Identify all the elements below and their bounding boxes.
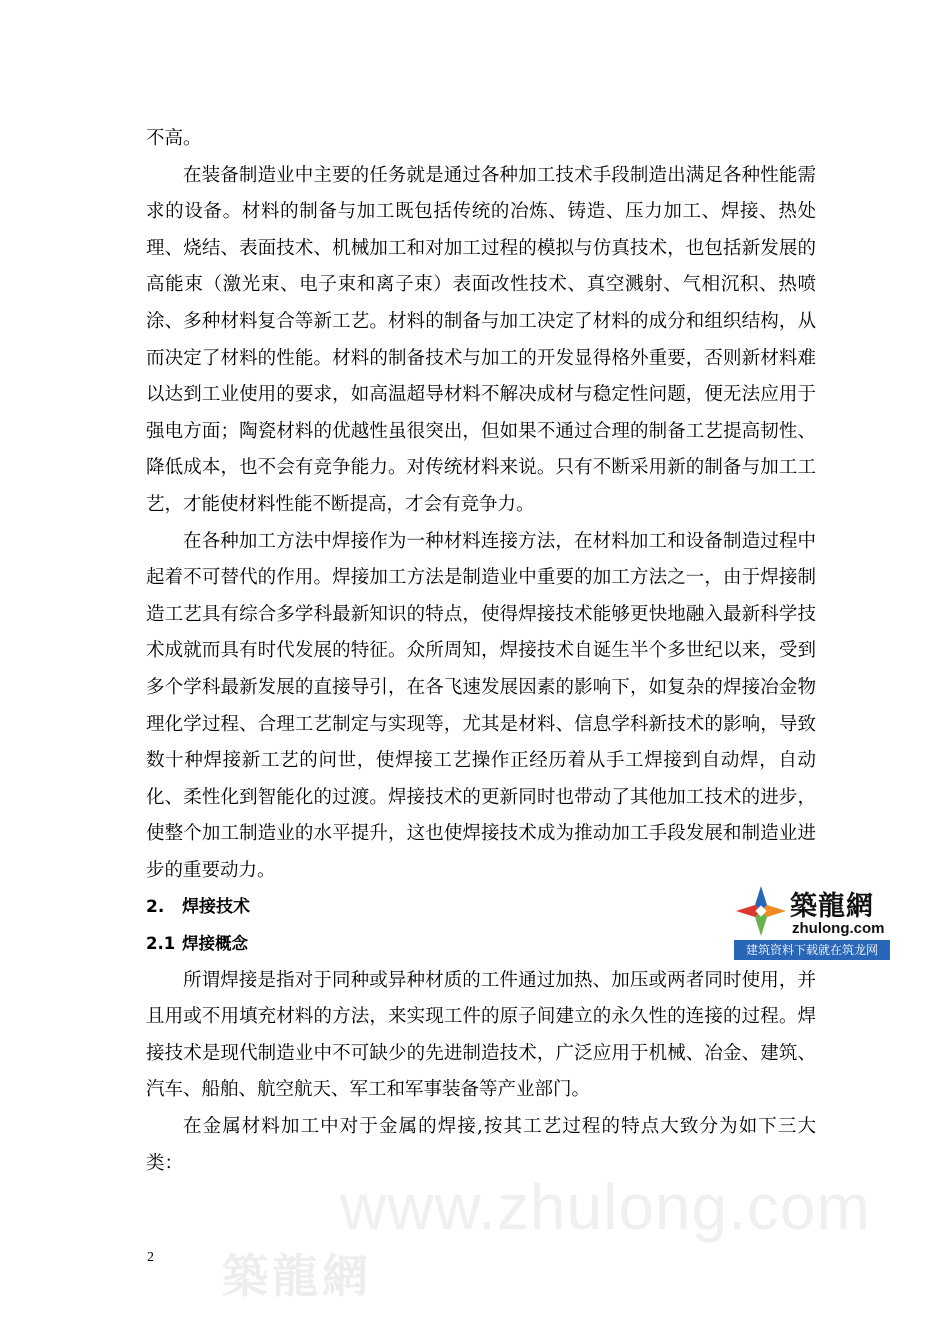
page-number: 2 (147, 1250, 154, 1265)
subsection-heading (146, 926, 816, 963)
section-number: 2. (146, 897, 165, 918)
watermark-url: www.zhulong.com (340, 1171, 871, 1243)
paragraph-2: 在各种加工方法中焊接作为一种材料连接方法，在材料加工和设备制造过程中起着不可替代的作用。焊接加工方法是制造业中重要的加工方法之一，由于焊接制造工艺具有综合多学科最新知识的特点，使得焊接技术能够更快地融入最新科学技术成就而具有时代发展的特征。众所周知，焊接技术自诞生半个多世纪以来，受到多个学科最新发展的直接导引，在各飞速发展因素的影响下，如复杂的焊接冶金物理化学过程、合理工艺制定与实现等，尤其是材料、信息学科新技术的影响，导致数十种焊接新工艺的问世，使焊接工艺操作正经历着从手工焊接到自动焊，自动化、柔性化到智能化的过渡。焊接技术的更新同时也带动了其他加工技术的进步，使整个加工制造业的水平提升，这也使焊接技术成为推动加工手段发展和制造业进步的重要动力。 (146, 530, 816, 881)
paragraph-0: 不高。 (146, 128, 202, 149)
paragraph-3: 所谓焊接是指对于同种或异种材质的工件通过加热、加压或两者同时使用，并且用或不用填充材料的方法，来实现工件的原子间建立的永久性的连接的过程。焊接技术是现代制造业中不可缺少的先进制造技术，广泛应用于机械、冶金、建筑、汽车、船舶、航空航天、军工和军事装备等产业部门。 (146, 969, 816, 1101)
zhulong-logo-icon (734, 884, 788, 938)
logo-name: 築龍網 (790, 891, 874, 922)
watermark-name: 築龍網 (222, 1249, 372, 1303)
paragraph-4: 在金属材料加工中对于金属的焊接,按其工艺过程的特点大致分为如下三大类： (146, 1116, 816, 1174)
section-title: 焊接技术 (182, 897, 250, 918)
zhulong-logo (732, 880, 892, 962)
body-text (146, 121, 816, 1182)
section-heading (146, 889, 816, 926)
paragraph-1: 在装备制造业中主要的任务就是通过各种加工技术手段制造出满足各种性能需求的设备。材料的制备与加工既包括传统的冶炼、铸造、压力加工、焊接、热处理、烧结、表面技术、机械加工和对加工过程的模拟与仿真技术，也包括新发展的高能束（激光束、电子束和离子束）表面改性技术、真空溅射、气相沉积、热喷涂、多种材料复合等新工艺。材料的制备与加工决定了材料的成分和组织结构，从而决定了材料的性能。材料的制备技术与加工的开发显得格外重要，否则新材料难以达到工业使用的要求，如高温超导材料不解决成材与稳定性问题，便无法应用于强电方面；陶瓷材料的优越性虽很突出，但如果不通过合理的制备工艺提高韧性、降低成本，也不会有竞争能力。对传统材料来说。只有不断采用新的制备与加工工艺，才能使材料性能不断提高，才会有竞争力。 (146, 164, 816, 515)
subsection-title: 焊接概念 (182, 934, 248, 954)
logo-slogan: 建筑资料下载就在筑龙网 (734, 940, 890, 960)
logo-domain: zhulong.com (792, 920, 885, 937)
subsection-number: 2.1 (146, 934, 176, 954)
